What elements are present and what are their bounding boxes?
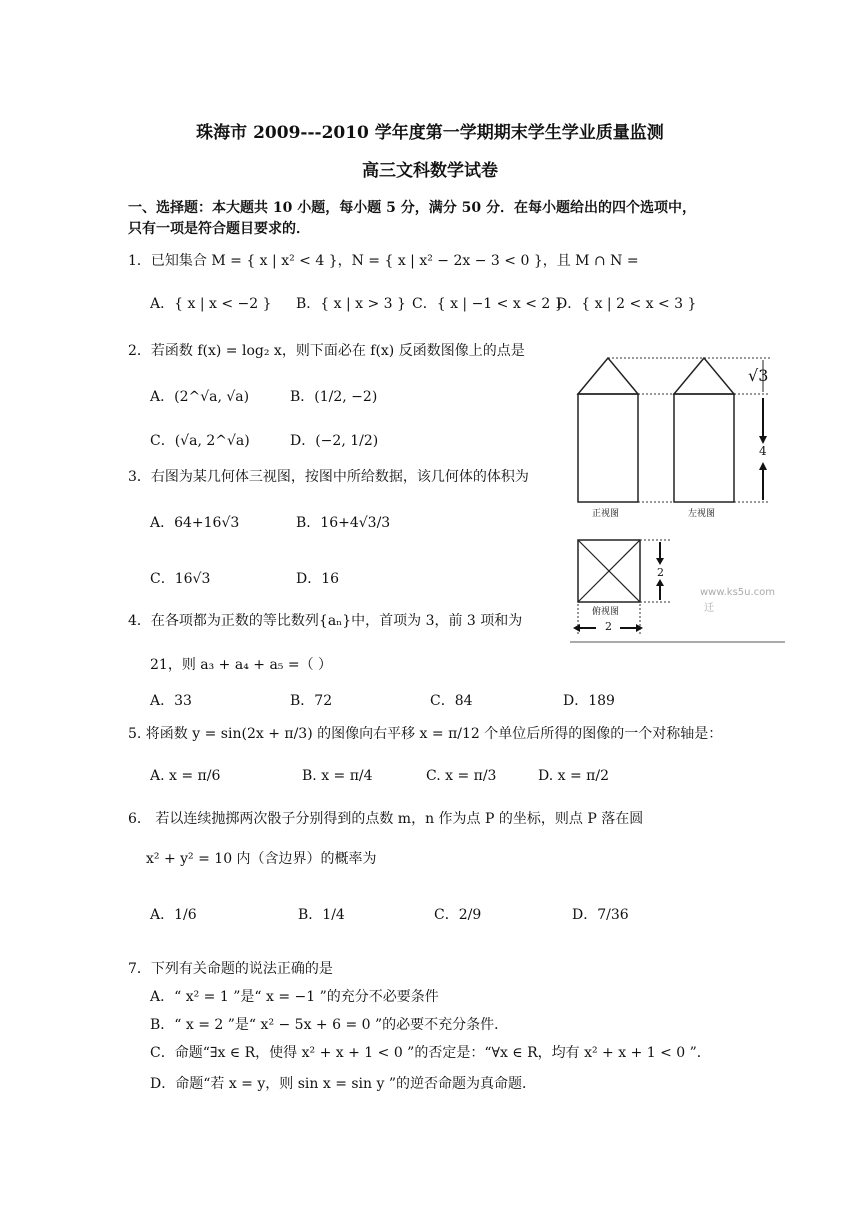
q2-option-a: A．(2^√a, √a) <box>150 389 250 405</box>
q5-stem: 5. 将函数 y = sin(2x + π/3) 的图像向右平移 x = π/12 个单位后所得的图像的一个对称轴是： <box>128 726 723 742</box>
q7-option-c: C．命题“∃x ∈ R，使得 x² + x + 1 < 0 ”的否定是：“∀x ∈ R，均有 x² + x + 1 < 0 ”． <box>150 1045 711 1061</box>
q3-option-b: B．16+4√3/3 <box>296 515 391 531</box>
dim-2-horizontal: 2 <box>605 620 612 633</box>
three-view-figure <box>570 352 785 647</box>
q5-option-c: C. x = π/3 <box>426 768 497 784</box>
q7-option-a: A．“ x² = 1 ”是“ x = −1 ”的充分不必要条件 <box>150 989 439 1005</box>
q2-stem: 2．若函数 f(x) = log₂ x，则下面必在 f(x) 反函数图像上的点是 <box>128 343 525 359</box>
q3-option-a: A．64+16√3 <box>150 515 240 531</box>
q6-option-c: C．2/9 <box>434 907 482 923</box>
q2-option-d: D．(−2, 1/2) <box>290 433 379 449</box>
q3-stem: 3．右图为某几何体三视图，按图中所给数据，该几何体的体积为 <box>128 469 529 485</box>
title-sub: 高三文科数学试卷 <box>362 161 498 181</box>
q7-stem: 7．下列有关命题的说法正确的是 <box>128 961 333 977</box>
q7-option-b: B．“ x = 2 ”是“ x² − 5x + 6 = 0 ”的必要不充分条件． <box>150 1017 509 1033</box>
dim-height-4: 4 <box>759 444 767 458</box>
q3-option-d: D．16 <box>296 571 340 587</box>
q5-option-d: D. x = π/2 <box>538 768 609 784</box>
section-header-line2: 只有一项是符合题目要求的． <box>128 221 310 237</box>
q3-option-c: C．16√3 <box>150 571 211 587</box>
q4-option-c: C．84 <box>430 693 473 709</box>
q4-option-a: A．33 <box>150 693 192 709</box>
top-view-label: 俯视图 <box>592 607 620 617</box>
q4-option-b: B．72 <box>290 693 333 709</box>
q6-option-b: B．1/4 <box>298 907 345 923</box>
q2-option-c: C．(√a, 2^√a) <box>150 433 250 449</box>
q1-option-b: B．{ x | x > 3 } <box>296 296 406 312</box>
q5-option-a: A. x = π/6 <box>150 768 221 784</box>
q4-stem: 4．在各项都为正数的等比数列{aₙ}中，首项为 3，前 3 项和为 <box>128 613 523 629</box>
q7-option-d: D．命题“若 x = y，则 sin x = sin y ”的逆否命题为真命题． <box>150 1076 537 1092</box>
q1-stem: 1．已知集合 M = { x | x² < 4 }，N = { x | x² − 2x − 3 < 0 }，且 M ∩ N = <box>128 253 639 269</box>
title-main: 珠海市 2009---2010 学年度第一学期期末学生学业质量监测 <box>196 123 664 143</box>
q6-stem-line2: x² + y² = 10 内（含边界）的概率为 <box>146 851 377 867</box>
side-view-label: 左视图 <box>688 509 716 519</box>
q6-option-a: A．1/6 <box>150 907 197 923</box>
watermark-char: 迁 <box>704 603 714 614</box>
q6-stem: 6． 若以连续抛掷两次骰子分别得到的点数 m，n 作为点 P 的坐标，则点 P 落在圆 <box>128 811 644 827</box>
dim-sqrt3: √3 <box>748 366 769 385</box>
q4-option-d: D．189 <box>563 693 615 709</box>
q4-stem-line2: 21，则 a₃ + a₄ + a₅ =（ ） <box>150 657 333 673</box>
q1-option-d: D．{ x | 2 < x < 3 } <box>556 296 697 312</box>
q6-option-d: D．7/36 <box>572 907 629 923</box>
q2-option-b: B．(1/2, −2) <box>290 389 378 405</box>
dim-2-vertical: 2 <box>657 566 664 579</box>
q5-option-b: B. x = π/4 <box>302 768 373 784</box>
three-view-drawing <box>570 352 785 647</box>
watermark-text: www.ks5u.com <box>700 587 776 598</box>
q1-option-c: C．{ x | −1 < x < 2 } <box>412 296 564 312</box>
section-header: 一、选择题：本大题共 10 小题，每小题 5 分，满分 50 分．在每小题给出的四个选项中， <box>128 200 696 216</box>
q1-option-a: A．{ x | x < −2 } <box>150 296 272 312</box>
front-view-label: 正视图 <box>592 509 620 519</box>
